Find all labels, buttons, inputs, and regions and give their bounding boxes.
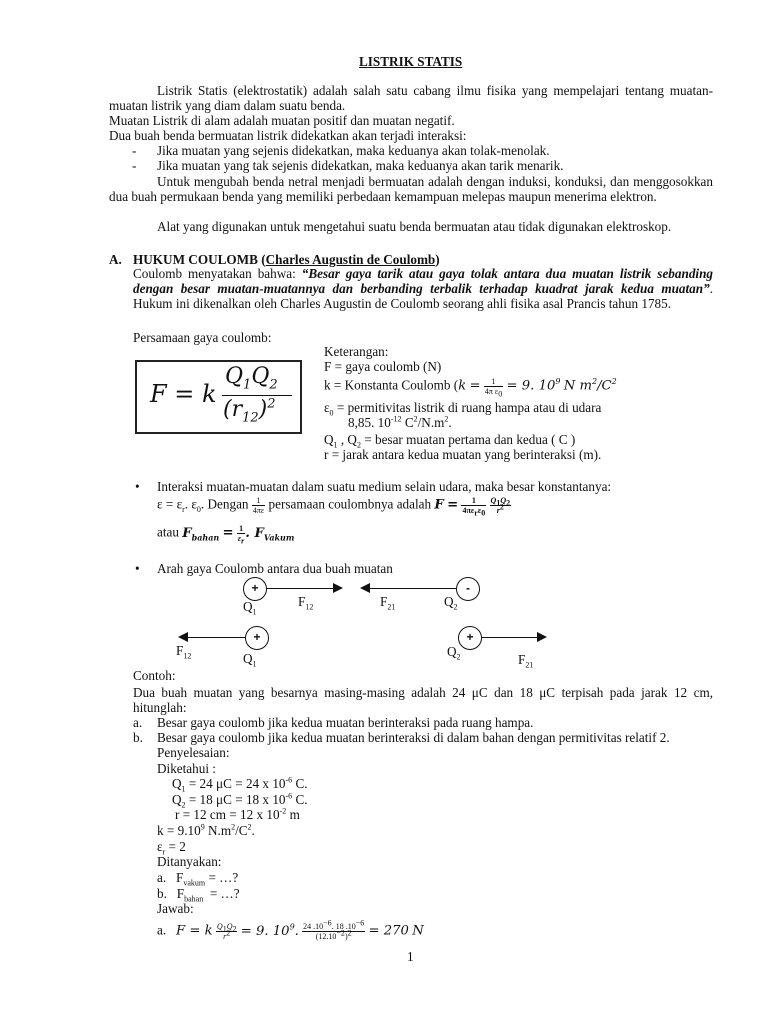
page-number: 1: [407, 949, 414, 964]
bullet-medium-formula: $\varepsilon = \varepsilon_r$. $\varepsilon_0$. Dengan $\frac{1}{4\pi\varepsilon}$ persamaan coulombnya adalah F = $\frac{1}{4\pi\varepsilon_r\varepsilon_0}$ $\frac{Q_1Q_2}{r^2}$: [157, 496, 511, 518]
formula-lhs: F = k: [150, 380, 217, 408]
intro-paragraph-3: Dua buah benda bermuatan listrik didekatkan akan terjadi interaksi:: [109, 128, 467, 143]
intro-paragraph-2: Muatan Listrik di alam adalah muatan positif dan muatan negatif.: [109, 113, 455, 128]
contoh-b-letter: b.: [133, 730, 143, 745]
contoh-a: Besar gaya coulomb jika kedua muatan berinteraksi pada ruang hampa.: [157, 715, 534, 730]
contoh-problem: Dua buah muatan yang besarnya masing-masing adalah 24 μC dan 18 μC terpisah pada jarak 12 cm, hitunglah:: [133, 685, 713, 715]
coulomb-quote: “Besar gaya tarik atau gaya tolak antara dua muatan listrik sebanding dengan besar muatan-muatannya dan berbanding terbalik terhadap kuadrat jarak kedua muatan”: [133, 266, 713, 296]
list-bullet-dash: -: [132, 143, 137, 158]
label-f21: $F_{21}$: [518, 652, 534, 670]
keterangan-k: k = Konstanta Coulomb (k = $\frac{1}{4\pi \varepsilon_0}$ = 9. $10^9$ N $m^2/C^2$: [324, 377, 617, 399]
positive-charge-q2: +: [458, 626, 482, 650]
k-fraction: $\frac{1}{4\pi \varepsilon_0}$: [484, 377, 503, 399]
arrow-f21-repulsion-line: [481, 637, 539, 638]
intro-bullet-1: Jika muatan yang sejenis didekatkan, maka keduanya akan tolak-menolak.: [157, 143, 550, 158]
diketahui-er: $\varepsilon_r = 2$: [157, 839, 186, 857]
arrow-f12-line: [265, 588, 335, 589]
formula-numerator: $Q_1Q_2$: [225, 364, 278, 393]
formula-fraction-bar: [222, 395, 292, 396]
answer-a-result: = 270: [368, 923, 409, 939]
intro-bullet-2: Jika muatan yang tak sejenis didekatkan, maka keduanya akan tarik menarik.: [157, 158, 564, 173]
equation-intro: Persamaan gaya coulomb:: [133, 330, 272, 345]
contoh-a-letter: a.: [133, 715, 143, 730]
list-bullet-dash: -: [132, 158, 137, 173]
diketahui-label: Diketahui :: [157, 761, 216, 776]
diketahui-k: $k = 9.10^9$ $N.m^2/C^2$.: [157, 822, 255, 838]
page-title: LISTRIK STATIS: [359, 54, 463, 69]
negative-charge-q2: -: [456, 577, 480, 601]
intro-paragraph-5: Alat yang digunakan untuk mengetahui suatu benda bermuatan atau tidak digunakan elektroskop.: [157, 219, 672, 234]
arrow-f21-line: [368, 588, 458, 589]
label-q1: $Q_1$: [243, 599, 257, 617]
keterangan-r: r = jarak antara kedua muatan yang berinteraksi (m).: [324, 447, 602, 462]
section-heading-text: HUKUM COULOMB: [133, 252, 258, 267]
positive-charge-q1: +: [245, 626, 269, 650]
arrow-f12-repulsion-line: [186, 637, 246, 638]
label-q2: $Q_2$: [447, 644, 461, 662]
label-f21: $F_{21}$: [380, 594, 396, 612]
label-f12: $F_{12}$: [176, 643, 192, 661]
arrow-right-head: [537, 632, 547, 642]
contoh-b: Besar gaya coulomb jika kedua muatan berinteraksi di dalam bahan dengan permitivitas relatif 2.: [157, 730, 670, 745]
bullet-dot: •: [135, 561, 140, 576]
bullet-dot: •: [135, 479, 140, 494]
ditanyakan-a: a. $F_{vakum}$ = …?: [157, 870, 239, 888]
diketahui-r: r = 12 cm = 12 x $10^{-2}$ m: [175, 806, 300, 822]
coulomb-tail: . Hukum ini dikenalkan oleh Charles Augustin de Coulomb seorang ahli fisika asal Prancis tahun 1785.: [133, 281, 713, 311]
section-heading-person: Charles Augustin de Coulomb: [265, 252, 436, 267]
intro-paragraph-1: Listrik Statis (elektrostatik) adalah salah satu cabang ilmu fisika yang mempelajari tentang muatan-muatan listrik yang diam dalam suatu benda.: [109, 83, 713, 113]
keterangan-k-unit: N m: [563, 378, 592, 394]
keterangan-e0-value: 8,85. $10^{-12}$ $C^2/N.m^2$.: [348, 414, 452, 430]
ditanyakan-b: b. $F_{bahan}$ = …?: [157, 886, 240, 904]
answer-a-unit: N: [412, 923, 424, 939]
keterangan-q: $Q_1$ , $Q_2$ = besar muatan pertama dan kedua ( C ): [324, 432, 576, 450]
label-f12: $F_{12}$: [298, 594, 314, 612]
label-q2: $Q_2$: [444, 594, 458, 612]
coulomb-statement: [133, 266, 713, 311]
positive-charge-q1: +: [243, 577, 267, 601]
bullet-force-direction: Arah gaya Coulomb antara dua buah muatan: [157, 561, 393, 576]
diketahui-q2: $Q_2 = 18$ μC = 18 x $10^{-6}$ C.: [172, 791, 308, 810]
section-heading: HUKUM COULOMB (Charles Augustin de Coulomb): [133, 252, 440, 267]
keterangan-e0: $\varepsilon_0$ = permitivitas listrik di ruang hampa atau di udara: [324, 400, 602, 418]
arrow-right-head: [333, 583, 343, 593]
arrow-left-head: [178, 632, 188, 642]
intro-paragraph-4: Untuk mengubah benda netral menjadi bermuatan adalah dengan induksi, konduksi, dan menggosokkan dua buah permukaan benda yang memiliki perbedaan kemampuan melepas maupun menerima elektron.: [109, 174, 713, 204]
formula-denominator: $(r_{12})^2$: [223, 396, 276, 426]
ditanyakan-label: Ditanyakan:: [157, 854, 222, 869]
jawab-label: Jawab:: [157, 901, 194, 916]
keterangan-title: Keterangan:: [324, 344, 389, 359]
jawab-a: a. F = k $\frac{Q_1Q_2}{r^2}$ = 9. $10^9$. $\frac{24 .10^{-6}. 18 .10^{-6}}{(12.10^{-2})^2}$ = 270 N: [157, 918, 424, 941]
bullet-medium-interaction: Interaksi muatan-muatan dalam suatu medium selain udara, maka besar konstantanya:: [157, 479, 612, 494]
section-letter: A.: [109, 252, 122, 267]
keterangan-k-value: = 9. 10: [506, 378, 556, 394]
arrow-left-head: [360, 583, 370, 593]
penyelesaian-label: Penyelesaian:: [157, 745, 230, 760]
bullet-atau-formula: atau $F_{bahan}$ = $\frac{1}{\varepsilon_r}$ . $F_{Vakum}$: [157, 524, 295, 546]
keterangan-f: F = gaya coulomb (N): [324, 359, 442, 374]
contoh-label: Contoh:: [133, 668, 176, 683]
label-q1: $Q_1$: [243, 651, 257, 669]
coulomb-lead: Coulomb menyatakan bahwa:: [133, 266, 296, 281]
keterangan-k-label: k = Konstanta Coulomb (: [324, 377, 459, 393]
coulomb-formula-box: [135, 360, 302, 434]
diketahui-q1: $Q_1 = 24$ μC = 24 x $10^{-6}$ C.: [172, 775, 308, 794]
